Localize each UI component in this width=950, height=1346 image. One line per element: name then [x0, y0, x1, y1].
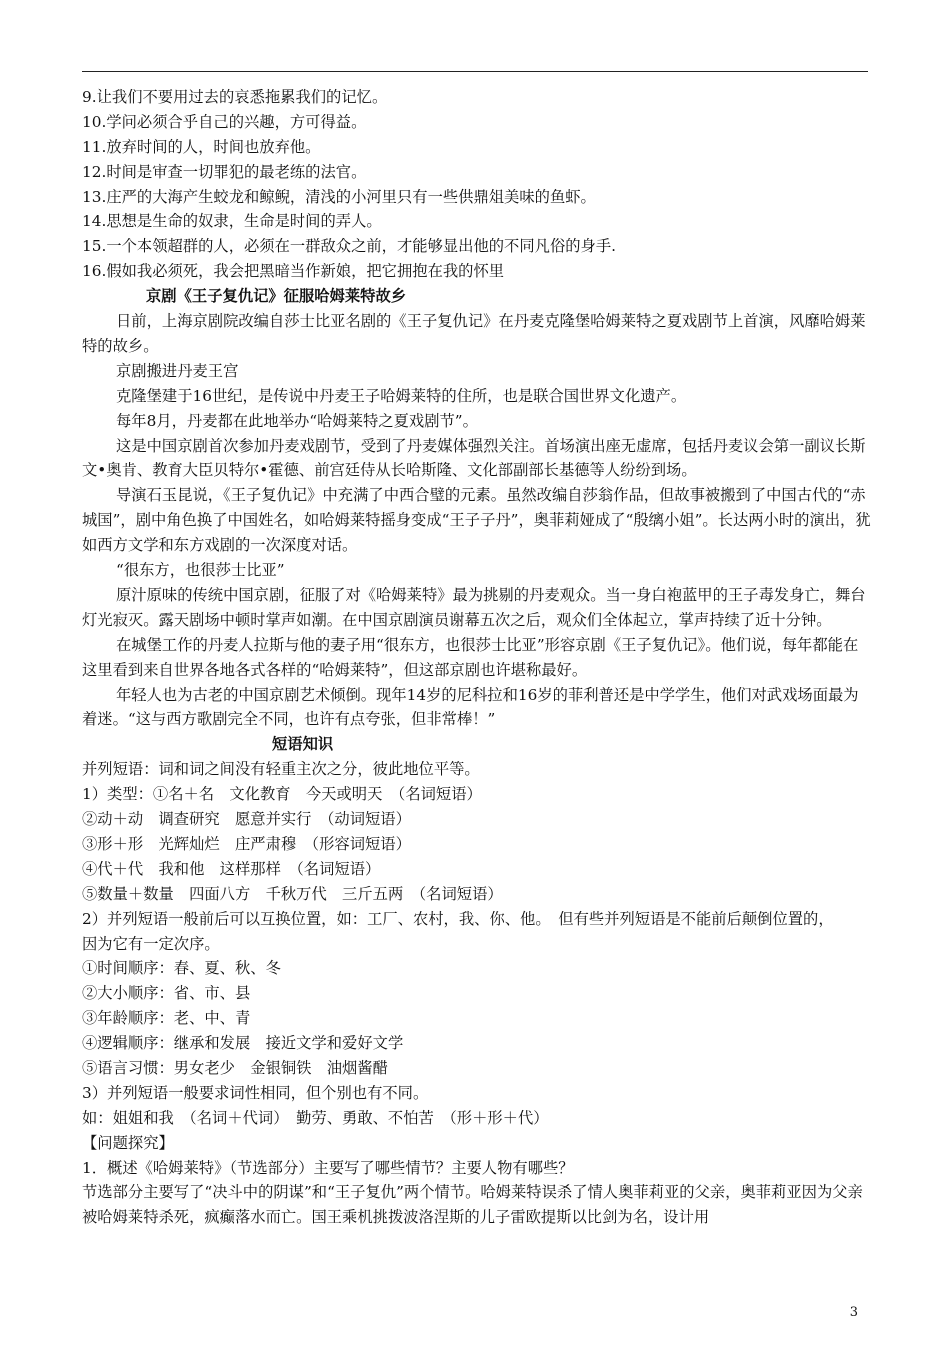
type-item: 1）类型：①名＋名 文化教育 今天或明天 （名词短语） — [82, 785, 482, 804]
type-item: ②动＋动 调查研究 愿意并实行 （动词短语） — [82, 810, 411, 829]
quote-item: 14.思想是生命的奴隶，生命是时间的弄人。 — [82, 212, 382, 231]
article-paragraph: 克隆堡建于16世纪，是传说中丹麦王子哈姆莱特的住所，也是联合国世界文化遗产。 — [116, 386, 687, 405]
order-item: ④逻辑顺序：继承和发展 接近文学和爱好文学 — [82, 1034, 404, 1053]
article-subheading: 京剧搬进丹麦王宫 — [116, 361, 239, 380]
quote-item: 16.假如我必须死，我会把黑暗当作新娘，把它拥抱在我的怀里 — [82, 262, 505, 281]
quote-item: 12.时间是审查一切罪犯的最老练的法官。 — [82, 162, 367, 181]
question: 1．概述《哈姆莱特》（节选部分）主要写了哪些情节？主要人物有哪些？ — [82, 1158, 574, 1177]
article-paragraph: 原汁原味的传统中国京剧，征服了对《哈姆莱特》最为挑剔的丹麦观众。当一身白袍蓝甲的王子毒发身亡，舞台灯光寂灭。露天剧场中顿时掌声如潮。在中国京剧演员谢幕五次之后，观众们全体起立，掌声持续了近十分钟。 — [82, 585, 866, 629]
article-paragraph: 每年8月，丹麦都在此地举办“哈姆莱特之夏戏剧节”。 — [116, 411, 478, 430]
article-paragraph: 导演石玉昆说，《王子复仇记》中充满了中西合璧的元素。虽然改编自莎翁作品，但故事被搬到了中国古代的“赤城国”，剧中角色换了中国姓名，如哈姆莱特摇身变成“王子子丹”，奥菲莉娅成了“殷缡小姐”。长达两小时的演出，犹如西方文学和东方戏剧的一次深度对话。 — [82, 486, 871, 555]
order-intro: 因为它有一定次序。 — [82, 934, 220, 953]
quote-item: 15.一个本领超群的人，必须在一群敌众之前，才能够显出他的不同凡俗的身手. — [82, 237, 616, 256]
quote-item: 9.让我们不要用过去的哀悉拖累我们的记忆。 — [82, 88, 388, 106]
pos-note: 3）并列短语一般要求词性相同，但个别也有不同。 — [82, 1083, 429, 1102]
article-paragraph: 这是中国京剧首次参加丹麦戏剧节，受到了丹麦媒体强烈关注。首场演出座无虚席，包括丹麦议会第一副议长斯文•奥肯、教育大臣贝特尔•霍德、前宫廷侍从长哈斯隆、文化部副部长基德等人纷纷到场。 — [82, 436, 866, 480]
order-intro: 2）并列短语一般前后可以互换位置，如：工厂、农村，我、你、他。 但有些并列短语是不能前后颠倒位置的， — [82, 909, 834, 928]
quote-item: 10.学问必须合乎自己的兴趣，方可得益。 — [82, 112, 367, 131]
order-item: ③年龄顺序：老、中、青 — [82, 1009, 251, 1028]
type-item: ⑤数量＋数量 四面八方 千秋万代 三斤五两 （名词短语） — [82, 884, 503, 903]
type-item: ④代＋代 我和他 这样那样 （名词短语） — [82, 859, 381, 878]
header-rule — [82, 71, 868, 72]
article-paragraph: 在城堡工作的丹麦人拉斯与他的妻子用“很东方，也很莎士比亚”形容京剧《王子复仇记》。他们说，每年都能在这里看到来自世界各地各式各样的“哈姆莱特”，但这部京剧也许堪称最好。 — [82, 635, 859, 679]
inquiry-heading: 【问题探究】 — [82, 1133, 174, 1152]
order-item: ①时间顺序：春、夏、秋、冬 — [82, 959, 281, 978]
order-item: ②大小顺序：省、市、县 — [82, 984, 251, 1003]
article-paragraph: 日前，上海京剧院改编自莎士比亚名剧的《王子复仇记》在丹麦克隆堡哈姆莱特之夏戏剧节上首演，风靡哈姆莱特的故乡。 — [82, 312, 866, 355]
type-item: ③形＋形 光辉灿烂 庄严肃穆 （形容词短语） — [82, 834, 411, 853]
page-number: 3 — [849, 1305, 858, 1320]
answer: 节选部分主要写了“决斗中的阴谋”和“王子复仇”两个情节。哈姆莱特误杀了情人奥菲莉亚的父亲，奥菲莉亚因为父亲被哈姆莱特杀死，疯癫落水而亡。国王乘机挑拨波洛涅斯的儿子雷欧提斯以比剑为名，设计用 — [82, 1183, 863, 1227]
quote-item: 13.庄严的大海产生蛟龙和鲸鲵，清浅的小河里只有一些供鼎俎美味的鱼虾。 — [82, 187, 596, 206]
article-paragraph: 年轻人也为古老的中国京剧艺术倾倒。现年14岁的尼科拉和16岁的菲利普还是中学学生，他们对武戏场面最为着迷。“这与西方歌剧完全不同，也许有点夸张，但非常棒！” — [82, 685, 859, 729]
example-line: 如：姐姐和我 （名词＋代词） 勤劳、勇敢、不怕苦 （形＋形＋代） — [82, 1108, 549, 1127]
article-title: 京剧《王子复仇记》征服哈姆莱特故乡 — [146, 287, 407, 306]
quote-item: 11.放弃时间的人，时间也放弃他。 — [82, 137, 321, 156]
order-item: ⑤语言习惯：男女老少 金银铜铁 油烟酱醋 — [82, 1058, 388, 1077]
page-content — [82, 85, 872, 1230]
definition: 并列短语：词和词之间没有轻重主次之分，彼此地位平等。 — [82, 760, 480, 779]
section-title: 短语知识 — [272, 735, 334, 754]
article-subheading: “很东方，也很莎士比亚” — [116, 561, 285, 580]
